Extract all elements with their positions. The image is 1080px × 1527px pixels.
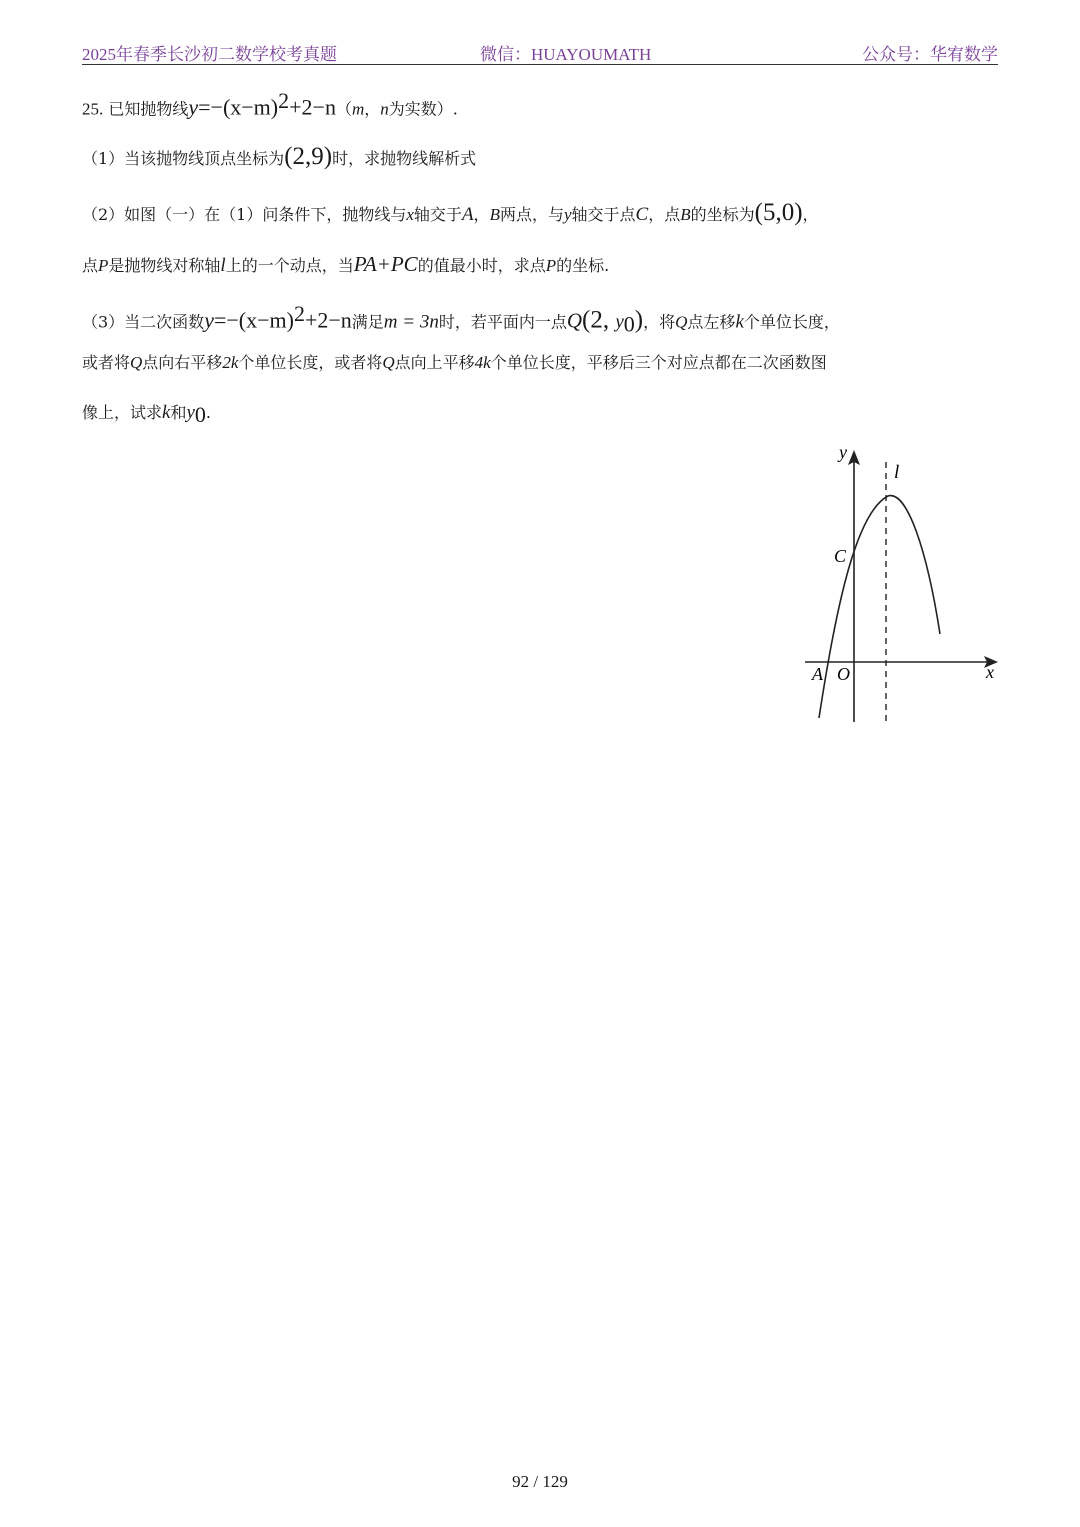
part-3-line-1	[82, 302, 840, 337]
part2-text: ，	[473, 205, 490, 224]
part2-text: ，点	[648, 205, 681, 224]
parabola-figure	[795, 440, 1010, 730]
point-Q: Q	[566, 308, 583, 333]
part2-text: 两点，与	[499, 205, 564, 224]
part3-text: 点向上平移	[394, 353, 475, 372]
part-3-line-2	[82, 351, 827, 375]
part-1	[82, 145, 476, 171]
part3-text: 个单位长度，平移后三个对应点都在二次函数图	[490, 353, 827, 372]
var-k: k	[162, 402, 171, 423]
part2-text: （2）如图（一）在（1）问条件下，抛物线与	[82, 205, 407, 224]
problem-intro	[82, 89, 458, 121]
expr-PA-PC: PA+PC	[353, 252, 418, 276]
page-header	[82, 38, 998, 65]
eq-mid: =−(x−m)	[198, 94, 279, 120]
label-A: A	[812, 664, 823, 684]
point-P: P	[98, 256, 109, 275]
intro-text: ，	[364, 99, 381, 119]
intro-text: 为实数）.	[388, 99, 458, 119]
part3-text: .	[205, 403, 211, 422]
part-2-line-1	[82, 201, 819, 227]
part3-text: （3）当二次函数	[82, 312, 205, 332]
intro-text: （	[335, 99, 352, 119]
header-center: 微信：HUAYOUMATH	[480, 45, 652, 64]
part3-text: ，将	[643, 312, 676, 332]
part3-text: 时，若平面内一点	[438, 312, 567, 332]
point-Q: Q	[382, 353, 395, 372]
label-x: x	[986, 662, 994, 682]
var-y0: 0	[194, 402, 206, 428]
eq-square: 2	[278, 88, 290, 113]
eq-end: +2−n	[304, 307, 352, 333]
label-l: l	[894, 462, 900, 483]
part3-text: 个单位长度，或者将	[238, 353, 383, 372]
eq-square: 2	[293, 301, 305, 326]
point-A: A	[461, 204, 474, 225]
point-B: B	[489, 205, 500, 224]
eq-y: y	[204, 307, 214, 333]
header-left: 2025年春季长沙初二数学校考真题	[82, 45, 337, 64]
part3-text: 和	[170, 403, 187, 422]
point-Q: Q	[130, 353, 143, 372]
part-3-line-3	[82, 401, 211, 427]
label-O: O	[837, 664, 850, 684]
Q-coords: 0	[623, 311, 635, 337]
part3-text: 或者将	[82, 353, 131, 372]
Q-coords: )	[634, 306, 644, 334]
part2-text: 上的一个动点，当	[225, 256, 354, 275]
page-number: 92 / 129	[512, 1472, 568, 1491]
header-right: 公众号：华宥数学	[862, 45, 998, 64]
part2-text: 的坐标为	[690, 205, 755, 224]
part2-text: 的坐标.	[556, 256, 610, 275]
var-y0: y	[186, 402, 195, 423]
point-P: P	[545, 256, 557, 275]
var-k: k	[735, 311, 744, 333]
expr-2k: 2k	[222, 353, 239, 372]
problem-number: 25.	[82, 99, 104, 119]
point-B: B	[680, 205, 691, 224]
Q-coords: y	[615, 311, 624, 333]
label-y: y	[839, 442, 847, 462]
point-C: C	[635, 204, 649, 225]
part1-text: （1）当该抛物线顶点坐标为	[82, 149, 285, 168]
point-Q: Q	[675, 312, 688, 332]
vertex-point: (2,9)	[284, 143, 333, 170]
part2-text: 的值最小时，求点	[417, 256, 546, 275]
part2-text: 轴交于	[413, 205, 462, 224]
part2-text: 点	[82, 256, 99, 275]
part2-text: 是抛物线对称轴	[108, 256, 221, 275]
part3-text: 像上，试求	[82, 403, 163, 422]
eq-y: y	[188, 94, 199, 120]
Q-coords: (2,	[582, 306, 616, 334]
part1-text: 时，求抛物线解析式	[332, 149, 477, 168]
part3-text: 个单位长度，	[743, 312, 840, 332]
part2-text: 轴交于点	[571, 205, 636, 224]
axis-l: l	[220, 255, 226, 276]
eq-mid: =−(x−m)	[213, 307, 294, 333]
eq-end: +2−n	[289, 94, 336, 120]
expr-4k: 4k	[474, 353, 491, 372]
part3-text: 点左移	[687, 312, 736, 332]
part2-text: ，	[802, 205, 819, 224]
condition: m = 3n	[383, 311, 439, 333]
var-x: x	[406, 205, 414, 224]
part3-text: 满足	[351, 312, 384, 332]
intro-text: 已知抛物线	[108, 99, 189, 119]
point-B-coords: (5,0)	[754, 199, 803, 226]
part3-text: 点向右平移	[142, 353, 223, 372]
label-C: C	[834, 546, 847, 566]
var-m: m	[351, 99, 365, 119]
part-2-line-2	[82, 252, 609, 278]
var-y: y	[563, 205, 572, 224]
parabola-arc	[819, 496, 940, 718]
var-n: n	[380, 99, 389, 119]
